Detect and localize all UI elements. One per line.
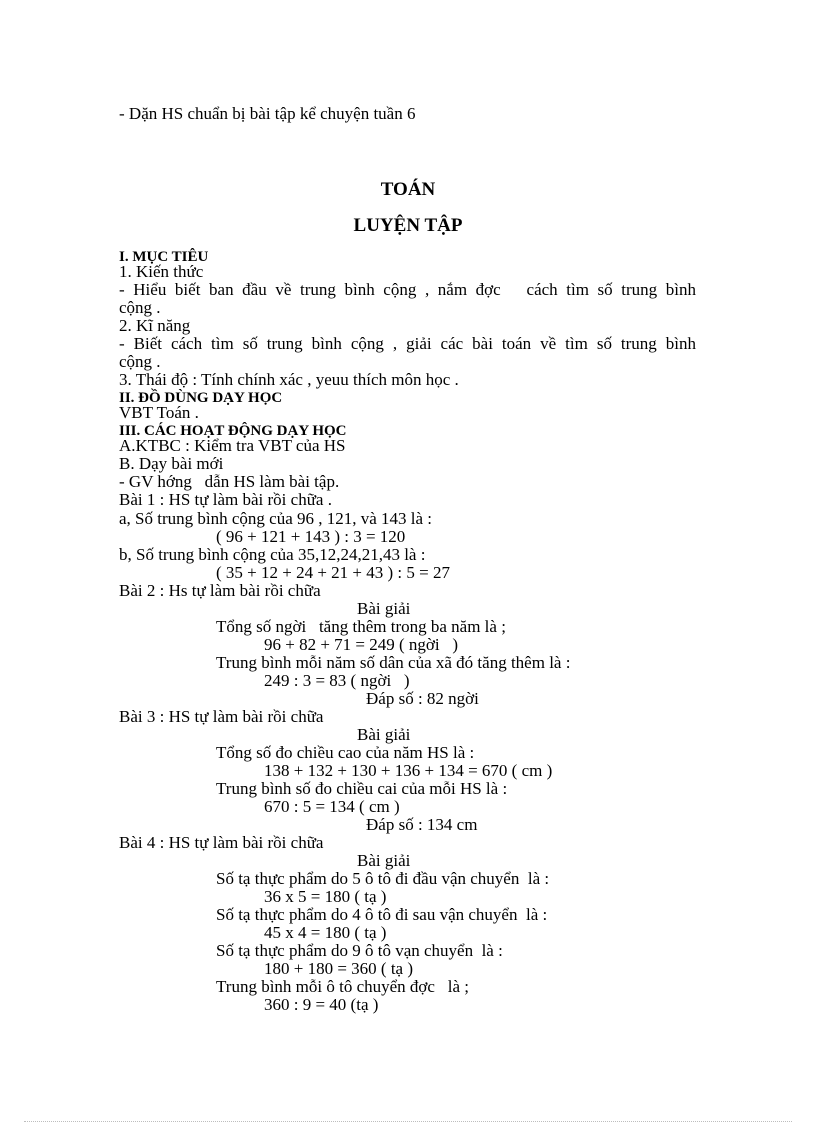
- exercise-4-line-6: 180 + 180 = 360 ( tạ ): [264, 959, 414, 978]
- exercise-2-line-2: 96 + 82 + 71 = 249 ( ngời ): [264, 635, 459, 654]
- lesson-title: LUYỆN TẬP: [353, 215, 463, 236]
- exercise-3-solution-label: Bài giải: [357, 725, 411, 744]
- exercise-2-title: Bài 2 : Hs tự làm bài rồi chữa: [119, 581, 321, 600]
- exercise-4-line-2: 36 x 5 = 180 ( tạ ): [264, 887, 387, 906]
- exercise-1-title: Bài 1 : HS tự làm bài rồi chữa .: [119, 490, 332, 509]
- knowledge-label: 1. Kiến thức: [119, 262, 204, 281]
- exercise-4-line-1: Số tạ thực phẩm do 5 ô tô đi đầu vận chuyển là :: [216, 869, 550, 888]
- exercise-3-line-3: Trung bình số đo chiều cai của mỗi HS là :: [216, 779, 508, 798]
- skills-line-1: - Biết cách tìm số trung bình cộng , giải các bài toán về tìm số trung bình: [119, 334, 696, 353]
- exercise-1b: b, Số trung bình cộng của 35,12,24,21,43 là :: [119, 545, 426, 564]
- exercise-4-solution-label: Bài giải: [357, 851, 411, 870]
- exercise-3-answer: Đáp số : 134 cm: [366, 815, 478, 834]
- exercise-4-line-3: Số tạ thực phẩm do 4 ô tô đi sau vận chuyển là :: [216, 905, 548, 924]
- exercise-1a-calc: ( 96 + 121 + 143 ) : 3 = 120: [216, 527, 406, 546]
- exercise-3-line-4: 670 : 5 = 134 ( cm ): [264, 797, 400, 816]
- materials-text: VBT Toán .: [119, 403, 199, 422]
- exercise-2-solution-label: Bài giải: [357, 599, 411, 618]
- exercise-4-line-8: 360 : 9 = 40 (tạ ): [264, 995, 379, 1014]
- exercise-3-title: Bài 3 : HS tự làm bài rồi chữa: [119, 707, 324, 726]
- exercise-2-answer: Đáp số : 82 ngời: [366, 689, 479, 708]
- page-bottom-border: [24, 1121, 792, 1122]
- attitude-line: 3. Thái độ : Tính chính xác , yeuu thích môn học .: [119, 370, 459, 389]
- section-heading-materials: II. ĐỒ DÙNG DẠY HỌC: [119, 390, 283, 406]
- knowledge-line-2: cộng .: [119, 298, 161, 317]
- exercise-4-line-5: Số tạ thực phẩm do 9 ô tô vạn chuyển là :: [216, 941, 503, 960]
- activity-b: B. Dạy bài mới: [119, 454, 224, 473]
- exercise-1a: a, Số trung bình cộng của 96 , 121, và 143 là :: [119, 509, 433, 528]
- exercise-2-line-4: 249 : 3 = 83 ( ngời ): [264, 671, 410, 690]
- exercise-4-line-4: 45 x 4 = 180 ( tạ ): [264, 923, 387, 942]
- skills-line-2: cộng .: [119, 352, 161, 371]
- section-heading-objectives: I. MỤC TIÊU: [119, 249, 209, 265]
- exercise-2-line-1: Tổng số ngời tăng thêm trong ba năm là ;: [216, 617, 506, 636]
- activity-a: A.KTBC : Kiểm tra VBT của HS: [119, 436, 346, 455]
- section-heading-activities: III. CÁC HOẠT ĐỘNG DẠY HỌC: [119, 423, 347, 439]
- exercise-3-line-2: 138 + 132 + 130 + 136 + 134 = 670 ( cm ): [264, 761, 553, 780]
- teacher-guidance: - GV hớng dẫn HS làm bài tập.: [119, 472, 340, 491]
- exercise-2-line-3: Trung bình mỗi năm số dân của xã đó tăng thêm là :: [216, 653, 571, 672]
- knowledge-line-1: - Hiểu biết ban đầu về trung bình cộng , nắm đợc cách tìm số trung bình: [119, 280, 696, 299]
- homework-note: - Dặn HS chuẩn bị bài tập kể chuyện tuần 6: [119, 104, 416, 123]
- subject-title: TOÁN: [380, 179, 436, 200]
- exercise-4-line-7: Trung bình mỗi ô tô chuyển đợc là ;: [216, 977, 469, 996]
- exercise-4-title: Bài 4 : HS tự làm bài rồi chữa: [119, 833, 324, 852]
- skills-label: 2. Kĩ năng: [119, 316, 191, 335]
- exercise-3-line-1: Tổng số đo chiều cao của năm HS là :: [216, 743, 475, 762]
- exercise-1b-calc: ( 35 + 12 + 24 + 21 + 43 ) : 5 = 27: [216, 563, 450, 582]
